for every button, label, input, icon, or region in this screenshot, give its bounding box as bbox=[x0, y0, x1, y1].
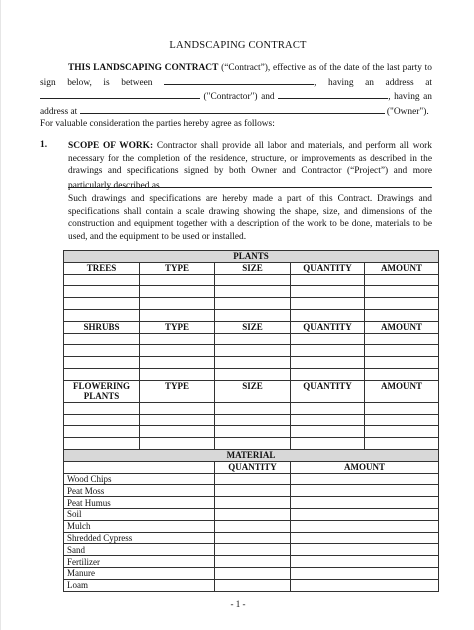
material-row bbox=[64, 520, 439, 532]
table-cell[interactable] bbox=[140, 333, 215, 345]
material-name: Wood Chips bbox=[64, 473, 215, 485]
material-column-header bbox=[64, 461, 439, 473]
table-cell[interactable] bbox=[365, 414, 439, 426]
table-cell[interactable] bbox=[64, 368, 140, 380]
table-cell[interactable] bbox=[215, 402, 291, 414]
material-name: Peat Moss bbox=[64, 485, 215, 497]
column-header: SIZE bbox=[215, 262, 291, 274]
table-cell[interactable] bbox=[140, 309, 215, 321]
owner-name-field[interactable] bbox=[278, 89, 388, 99]
table-row bbox=[64, 368, 439, 380]
column-header: TYPE bbox=[140, 262, 215, 274]
table-cell[interactable] bbox=[365, 402, 439, 414]
material-name: Loam bbox=[64, 579, 215, 591]
plants-group-header bbox=[64, 321, 439, 333]
table-cell[interactable] bbox=[140, 357, 215, 369]
material-row bbox=[64, 485, 439, 497]
table-cell[interactable] bbox=[64, 426, 140, 438]
table-cell[interactable] bbox=[365, 368, 439, 380]
contractor-name-field[interactable] bbox=[164, 75, 314, 85]
table-cell[interactable] bbox=[291, 345, 365, 357]
table-cell[interactable] bbox=[365, 298, 439, 310]
column-header: TYPE bbox=[140, 380, 215, 402]
table-cell[interactable] bbox=[215, 333, 291, 345]
page-number: - 1 - bbox=[230, 599, 246, 609]
table-cell[interactable] bbox=[64, 414, 140, 426]
column-header: SIZE bbox=[215, 321, 291, 333]
plants-group-header bbox=[64, 262, 439, 274]
material-name: Shredded Cypress bbox=[64, 532, 215, 544]
table-cell[interactable] bbox=[365, 345, 439, 357]
material-quantity-cell[interactable] bbox=[215, 473, 291, 485]
material-amount-cell[interactable] bbox=[291, 473, 439, 485]
table-cell[interactable] bbox=[291, 333, 365, 345]
table-cell[interactable] bbox=[64, 402, 140, 414]
plants-group-header bbox=[64, 380, 439, 402]
column-header: AMOUNT bbox=[365, 380, 439, 402]
table-row bbox=[64, 357, 439, 369]
table-row bbox=[64, 345, 439, 357]
table-cell[interactable] bbox=[64, 298, 140, 310]
drawings-text: Such drawings and specifications are hereby made a part of this Contract. Drawings and specifications shall contain a scale drawing showing the shape, size, and dimensions of the construction and equipment together with a description of the work to be done, materials to be used, and the equipment to be used or installed. bbox=[68, 194, 432, 242]
consideration-text: For valuable consideration the parties hereby agree as follows: bbox=[40, 119, 275, 129]
table-cell[interactable] bbox=[291, 298, 365, 310]
material-amount-cell[interactable] bbox=[291, 544, 439, 556]
material-quantity-cell[interactable] bbox=[215, 544, 291, 556]
material-row bbox=[64, 544, 439, 556]
table-row bbox=[64, 298, 439, 310]
table-cell[interactable] bbox=[64, 438, 140, 450]
material-row bbox=[64, 556, 439, 568]
material-row bbox=[64, 567, 439, 579]
table-cell[interactable] bbox=[215, 309, 291, 321]
section-heading: SCOPE OF WORK: bbox=[68, 141, 154, 151]
material-quantity-cell[interactable] bbox=[215, 485, 291, 497]
material-row bbox=[64, 579, 439, 591]
intro-paragraph: THIS LANDSCAPING CONTRACT (“Contract”), effective as of the date of the last party to sign below, is between , having an address at ("Contractor") and , having an address at ("Owner"). bbox=[40, 63, 433, 117]
table-cell[interactable] bbox=[215, 357, 291, 369]
table-cell[interactable] bbox=[215, 368, 291, 380]
table-cell[interactable] bbox=[140, 402, 215, 414]
material-header: MATERIAL bbox=[64, 449, 439, 461]
table-cell[interactable] bbox=[215, 426, 291, 438]
material-amount-cell[interactable] bbox=[291, 567, 439, 579]
material-name-header bbox=[64, 461, 215, 473]
material-row bbox=[64, 508, 439, 520]
table-cell[interactable] bbox=[291, 274, 365, 286]
material-amount-cell[interactable] bbox=[291, 508, 439, 520]
table-cell[interactable] bbox=[64, 274, 140, 286]
table-cell[interactable] bbox=[215, 345, 291, 357]
column-header: TYPE bbox=[140, 321, 215, 333]
table-row bbox=[64, 414, 439, 426]
table-cell[interactable] bbox=[291, 286, 365, 298]
material-name: Mulch bbox=[64, 520, 215, 532]
table-cell[interactable] bbox=[64, 333, 140, 345]
column-header: AMOUNT bbox=[365, 262, 439, 274]
table-cell[interactable] bbox=[140, 286, 215, 298]
table-cell[interactable] bbox=[291, 402, 365, 414]
table-cell[interactable] bbox=[140, 298, 215, 310]
table-cell[interactable] bbox=[291, 414, 365, 426]
table-cell[interactable] bbox=[291, 309, 365, 321]
table-cell[interactable] bbox=[215, 274, 291, 286]
table-cell[interactable] bbox=[365, 309, 439, 321]
column-header: QUANTITY bbox=[291, 380, 365, 402]
plants-header: PLANTS bbox=[64, 251, 439, 263]
owner-address-field[interactable] bbox=[80, 104, 385, 114]
table-cell[interactable] bbox=[64, 286, 140, 298]
material-quantity-cell[interactable] bbox=[215, 520, 291, 532]
column-header: TREES bbox=[64, 262, 140, 274]
table-cell[interactable] bbox=[365, 426, 439, 438]
table-row bbox=[64, 274, 439, 286]
table-cell[interactable] bbox=[140, 438, 215, 450]
table-cell[interactable] bbox=[365, 286, 439, 298]
column-header: AMOUNT bbox=[291, 461, 439, 473]
page-title: LANDSCAPING CONTRACT bbox=[169, 40, 307, 51]
scope-of-work-text: SCOPE OF WORK: Contractor shall provide all labor and materials, and perform all work necessary for the completion of the residence, structure, or improvements as described in the drawings and specifications signed by both Owner and Contractor (“Project”) and more particularly described as bbox=[68, 141, 432, 191]
column-header: SHRUBS bbox=[64, 321, 140, 333]
project-description-line[interactable] bbox=[68, 187, 432, 188]
table-cell[interactable] bbox=[140, 368, 215, 380]
column-header: QUANTITY bbox=[215, 461, 291, 473]
section-number: 1. bbox=[40, 140, 48, 150]
table-row bbox=[64, 309, 439, 321]
table-cell[interactable] bbox=[291, 438, 365, 450]
table-cell[interactable] bbox=[365, 274, 439, 286]
table-cell[interactable] bbox=[64, 357, 140, 369]
material-amount-cell[interactable] bbox=[291, 520, 439, 532]
column-header: SIZE bbox=[215, 380, 291, 402]
material-quantity-cell[interactable] bbox=[215, 579, 291, 591]
material-amount-cell[interactable] bbox=[291, 556, 439, 568]
table-row bbox=[64, 438, 439, 450]
material-quantity-cell[interactable] bbox=[215, 567, 291, 579]
material-name: Fertilizer bbox=[64, 556, 215, 568]
plants-table bbox=[63, 250, 439, 592]
table-cell[interactable] bbox=[291, 426, 365, 438]
column-header: AMOUNT bbox=[365, 321, 439, 333]
material-amount-cell[interactable] bbox=[291, 497, 439, 509]
table-cell[interactable] bbox=[215, 298, 291, 310]
table-row bbox=[64, 402, 439, 414]
material-quantity-cell[interactable] bbox=[215, 497, 291, 509]
material-row bbox=[64, 473, 439, 485]
intro-lead: THIS LANDSCAPING CONTRACT bbox=[68, 63, 219, 73]
material-name: Peat Humus bbox=[64, 497, 215, 509]
material-quantity-cell[interactable] bbox=[215, 508, 291, 520]
table-cell[interactable] bbox=[365, 357, 439, 369]
material-amount-cell[interactable] bbox=[291, 485, 439, 497]
table-cell[interactable] bbox=[291, 368, 365, 380]
table-cell[interactable] bbox=[64, 345, 140, 357]
material-row bbox=[64, 532, 439, 544]
column-header: QUANTITY bbox=[291, 262, 365, 274]
material-amount-cell[interactable] bbox=[291, 532, 439, 544]
material-quantity-cell[interactable] bbox=[215, 556, 291, 568]
table-cell[interactable] bbox=[215, 438, 291, 450]
material-quantity-cell[interactable] bbox=[215, 532, 291, 544]
material-amount-cell[interactable] bbox=[291, 579, 439, 591]
contractor-address-field[interactable] bbox=[40, 89, 200, 99]
table-row bbox=[64, 426, 439, 438]
column-header: FLOWERING PLANTS bbox=[64, 380, 140, 402]
table-cell[interactable] bbox=[365, 438, 439, 450]
material-name: Sand bbox=[64, 544, 215, 556]
table-cell[interactable] bbox=[140, 426, 215, 438]
material-name: Soil bbox=[64, 508, 215, 520]
table-row bbox=[64, 286, 439, 298]
table-cell[interactable] bbox=[140, 345, 215, 357]
table-cell[interactable] bbox=[140, 274, 215, 286]
table-cell[interactable] bbox=[64, 309, 140, 321]
table-cell[interactable] bbox=[215, 414, 291, 426]
material-name: Manure bbox=[64, 567, 215, 579]
table-row bbox=[64, 333, 439, 345]
table-cell[interactable] bbox=[291, 357, 365, 369]
table-cell[interactable] bbox=[215, 286, 291, 298]
table-cell[interactable] bbox=[365, 333, 439, 345]
table-cell[interactable] bbox=[140, 414, 215, 426]
column-header: QUANTITY bbox=[291, 321, 365, 333]
material-row bbox=[64, 497, 439, 509]
